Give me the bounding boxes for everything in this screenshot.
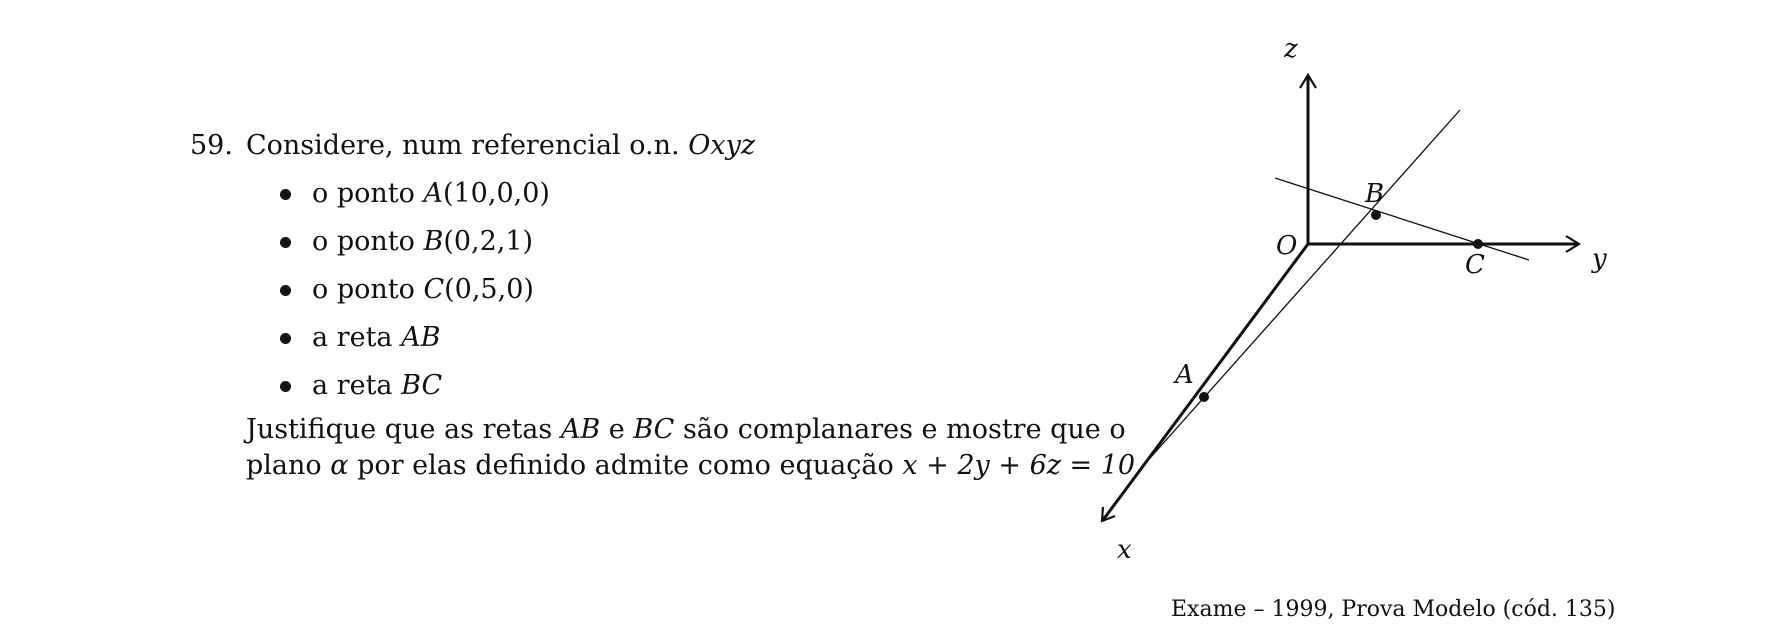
axes-figure: [1080, 30, 1640, 560]
bullet-icon: [280, 333, 291, 344]
item-math: AB: [401, 322, 441, 353]
plane-equation: x + 2y + 6z = 10: [902, 450, 1136, 481]
item-prefix: o ponto: [312, 226, 424, 257]
item-rest: (10,0,0): [442, 178, 550, 209]
item-prefix: o ponto: [312, 178, 424, 209]
z-label: z: [1284, 34, 1298, 64]
bullet-icon: [280, 285, 291, 296]
statement-math: Oxyz: [688, 130, 756, 161]
item-math: A: [423, 178, 443, 209]
x-label: x: [1117, 535, 1132, 560]
problem-statement: [246, 122, 755, 170]
text: são complanares e mostre que o: [674, 414, 1126, 445]
text: Justifique que as retas: [246, 414, 561, 445]
b-label: B: [1365, 179, 1385, 209]
math: α: [330, 450, 349, 481]
list-item: [280, 170, 550, 218]
math: BC: [633, 414, 675, 445]
justify-line-2: [246, 448, 1135, 484]
list-item: [280, 314, 550, 362]
justify-line-1: [246, 412, 1135, 448]
item-prefix: a reta: [312, 322, 402, 353]
justify-paragraph: [246, 412, 1135, 484]
item-math: C: [423, 274, 445, 305]
y-axis: [1308, 236, 1579, 252]
bullet-icon: [280, 237, 291, 248]
point-b: [1371, 210, 1381, 220]
math: AB: [560, 414, 601, 445]
c-label: C: [1465, 250, 1485, 280]
a-label: A: [1175, 360, 1194, 390]
exam-source: Exame – 1999, Prova Modelo (cód. 135): [1171, 597, 1616, 622]
item-rest: (0,5,0): [444, 274, 534, 305]
statement-text: Considere, num referencial o.n.: [246, 130, 689, 161]
origin-label: O: [1276, 231, 1298, 261]
list-item: [280, 362, 550, 410]
z-axis: [1300, 75, 1316, 244]
item-prefix: a reta: [312, 370, 402, 401]
bullet-icon: [280, 189, 291, 200]
text: plano: [246, 450, 331, 481]
text: e: [600, 414, 634, 445]
problem-number: 59.: [190, 130, 233, 161]
bullet-icon: [280, 381, 291, 392]
item-prefix: o ponto: [312, 274, 424, 305]
x-axis: [1102, 244, 1308, 521]
line-ab: [1143, 110, 1460, 466]
point-a: [1199, 392, 1209, 402]
item-list: [280, 170, 550, 410]
item-math: B: [423, 226, 444, 257]
line-bc: [1275, 178, 1529, 260]
point-c: [1473, 239, 1483, 249]
list-item: [280, 218, 550, 266]
text: por elas definido admite como equação: [348, 450, 903, 481]
item-rest: (0,2,1): [443, 226, 534, 257]
y-label: y: [1592, 244, 1607, 274]
item-math: BC: [401, 370, 443, 401]
list-item: [280, 266, 550, 314]
